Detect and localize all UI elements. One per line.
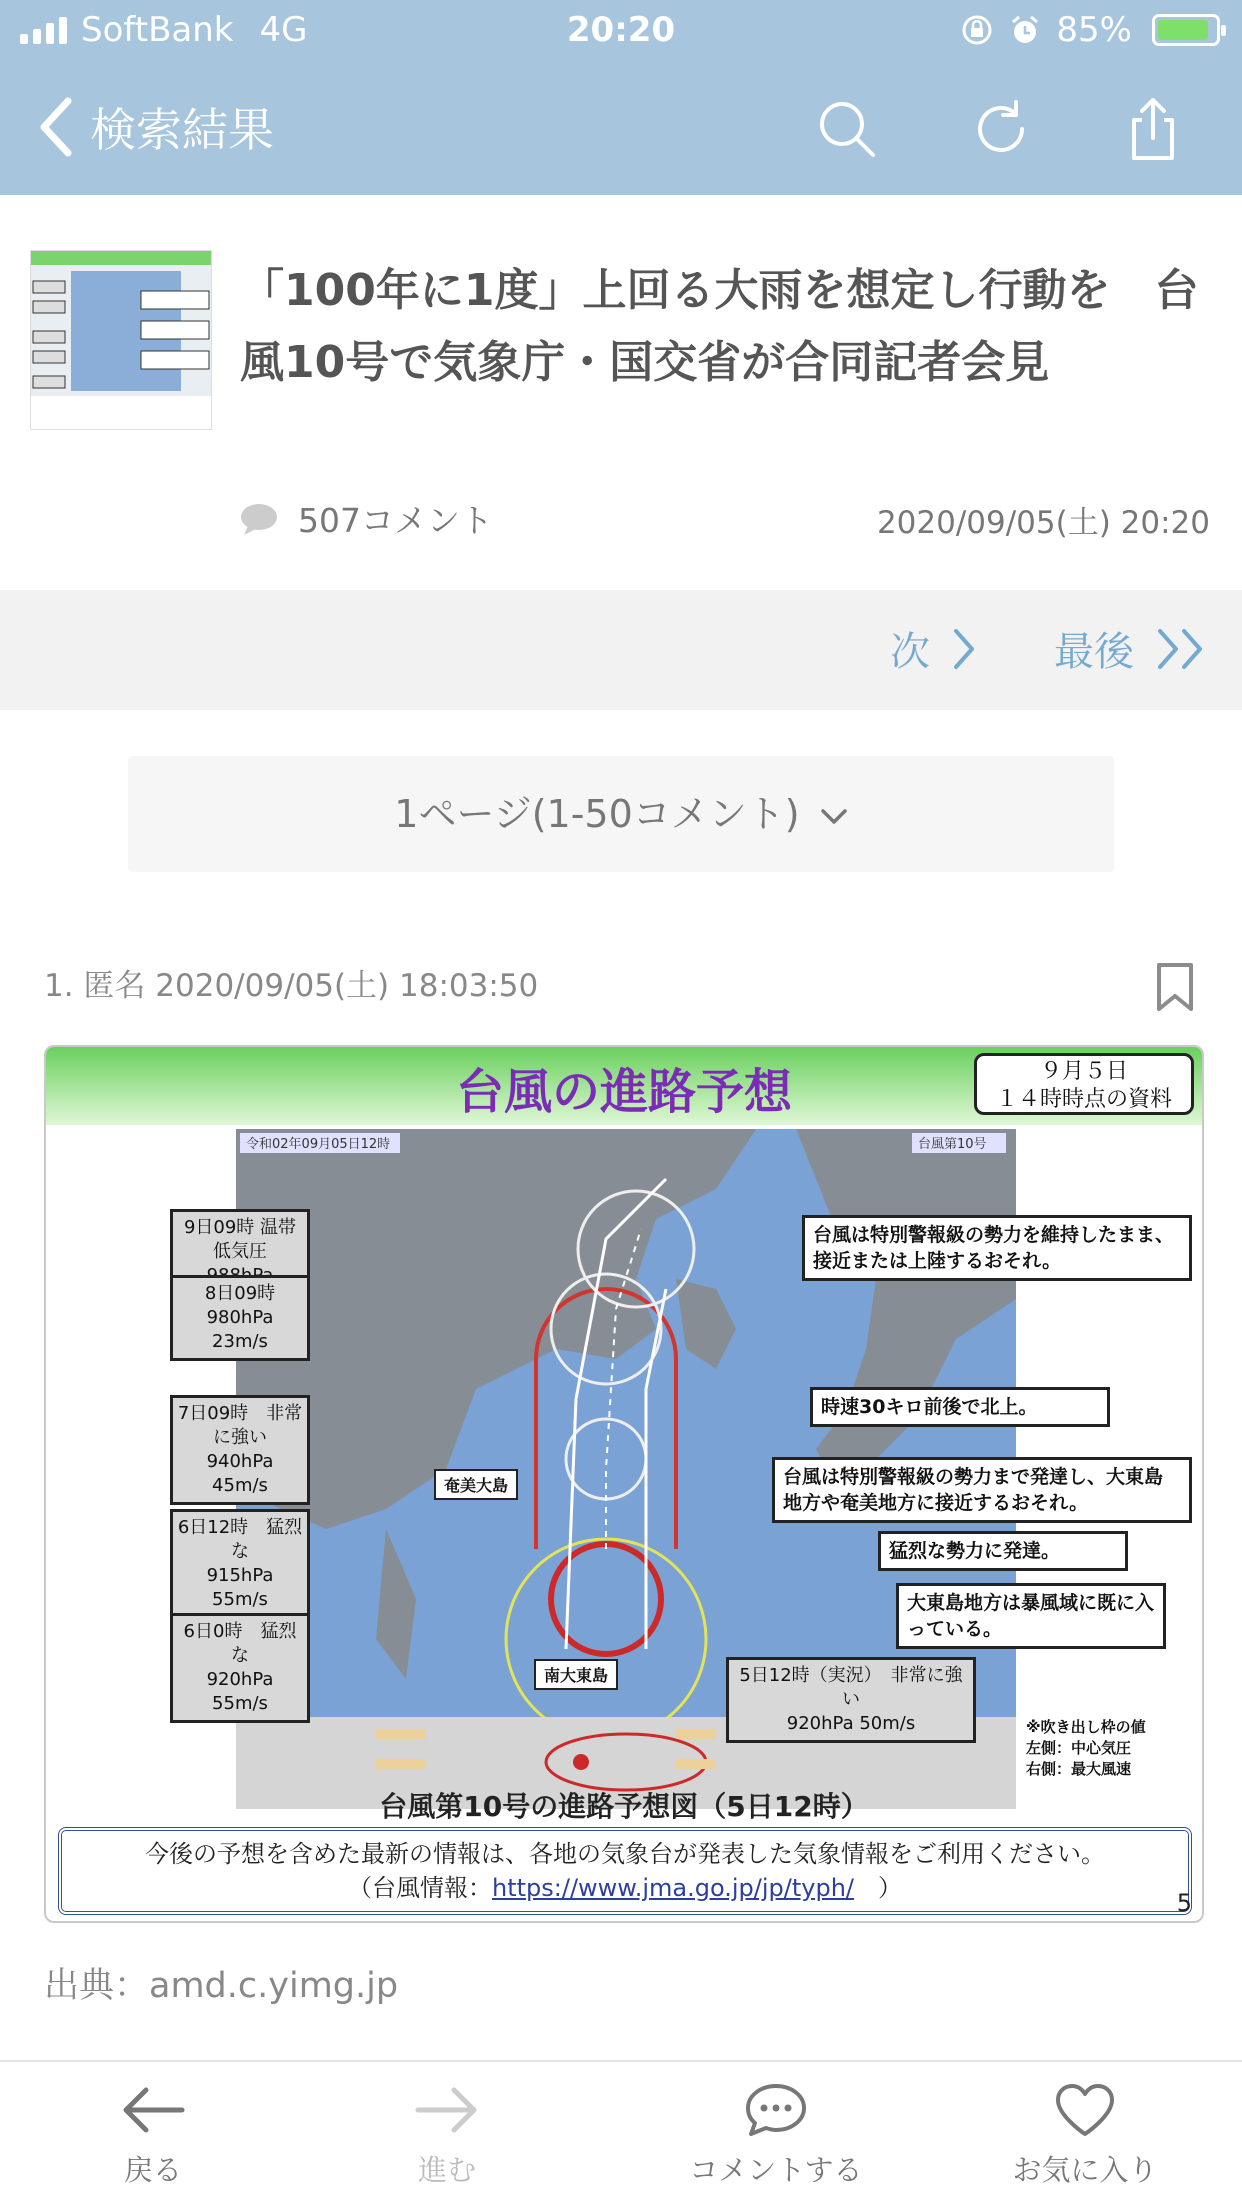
article-thumbnail[interactable] <box>30 250 212 430</box>
write-comment-button[interactable] <box>676 2080 876 2189</box>
info-note-text: 今後の予想を含めた最新の情報は、各地の気象台が発表した気象情報をご利用ください。 <box>145 1840 1105 1868</box>
callout-line: 915hPa 55m/s <box>206 1565 274 1610</box>
navigation-bar <box>0 62 1242 195</box>
comment-meta: 1. 匿名 2020/09/05(土) 18:03:50 <box>44 968 539 1004</box>
map-label-right: 台風第10号 <box>918 1137 987 1152</box>
legend-note-line: ※吹き出し枠の値 <box>1026 1718 1146 1736</box>
last-page-button[interactable] <box>1054 620 1208 677</box>
back-label: 検索結果 <box>90 103 274 157</box>
callout-line: 6日0時 猛烈な <box>183 1621 297 1666</box>
callout-line: 9日09時 温帯低気圧 <box>183 1217 297 1262</box>
back-button[interactable] <box>53 2080 253 2189</box>
search-icon[interactable] <box>812 94 882 164</box>
callout-line: 8日09時 <box>204 1283 276 1304</box>
back-to-search-button[interactable] <box>36 92 274 162</box>
callout-line: 7日09時 非常に強い <box>177 1403 303 1448</box>
speech-bubble-icon <box>240 502 278 536</box>
status-bar <box>0 0 1242 62</box>
clock: 20:20 <box>566 10 676 50</box>
write-comment-label: コメントする <box>689 2153 863 2187</box>
next-label: 次 <box>890 629 930 675</box>
forward-button-label: 進む <box>417 2153 476 2187</box>
share-icon[interactable] <box>1118 94 1188 164</box>
jma-typhoon-link[interactable]: https://www.jma.go.jp/jp/typh/ <box>492 1874 854 1902</box>
figure-info-note <box>58 1827 1192 1915</box>
favorite-label: お気に入り <box>1012 2153 1158 2187</box>
callout-line: 920hPa 50m/s <box>786 1713 916 1734</box>
favorite-button[interactable] <box>985 2080 1185 2189</box>
callout-line: 980hPa 23m/s <box>206 1307 274 1352</box>
chevron-down-icon <box>820 807 848 827</box>
info-note-suffix: ） <box>853 1874 902 1902</box>
bookmark-icon[interactable] <box>1155 962 1195 1012</box>
forecast-callout-6th-0h <box>170 1613 310 1723</box>
typhoon-forecast-image[interactable] <box>44 1045 1204 1923</box>
forward-button[interactable] <box>347 2080 547 2189</box>
comment-count-label: 507コメント <box>298 501 493 540</box>
battery-percent: 85% <box>1056 10 1132 50</box>
figure-title: 台風の進路予想 <box>455 1064 792 1120</box>
battery-icon <box>1152 14 1220 46</box>
figure-caption: 台風第10号の進路予想図（5日12時） <box>379 1790 869 1823</box>
pager-bar <box>0 590 1242 710</box>
network-type: 4G <box>259 10 308 50</box>
article-header <box>0 195 1242 590</box>
carrier-name: SoftBank <box>81 10 234 50</box>
figure-date-stamp <box>974 1053 1194 1115</box>
info-note-link-line <box>62 1871 1188 1905</box>
last-label: 最後 <box>1054 629 1134 675</box>
alarm-icon <box>1008 13 1042 47</box>
place-label-amami: 奄美大島 <box>434 1469 518 1500</box>
page-range-label: 1ページ(1-50コメント) <box>394 792 800 836</box>
article-headline[interactable]: 「100年に1度」上回る大雨を想定し行動を 台風10号で気象庁・国交省が合同記者会見 <box>240 265 1199 388</box>
arrow-left-icon <box>118 2080 188 2140</box>
place-label-minamidaito: 南大東島 <box>534 1659 618 1690</box>
page-range-select[interactable] <box>128 756 1114 872</box>
info-note-prefix: （台風情報： <box>348 1874 493 1902</box>
callout-line: 920hPa 55m/s <box>206 1669 274 1714</box>
forecast-note-daito: 大東島地方は暴風域に既に入っている。 <box>896 1583 1166 1649</box>
back-button-label: 戻る <box>123 2153 182 2187</box>
rotation-lock-icon <box>960 13 994 47</box>
forecast-note-special-warning: 台風は特別警報級の勢力を維持したまま、接近または上陸するおそれ。 <box>802 1215 1192 1281</box>
callout-line: 5日12時（実況） 非常に強い <box>739 1665 963 1710</box>
current-position-callout <box>726 1657 976 1743</box>
image-source: 出典：amd.c.yimg.jp <box>44 1966 399 2006</box>
forecast-note-speed: 時速30キロ前後で北上。 <box>810 1387 1110 1427</box>
forecast-callout-6th-12h <box>170 1509 310 1619</box>
callout-legend-note <box>1026 1717 1146 1780</box>
chevron-left-icon <box>36 95 76 159</box>
chevron-right-icon <box>952 627 976 671</box>
comment-count <box>240 495 493 542</box>
forecast-note-approach: 台風は特別警報級の勢力まで発達し、大東島地方や奄美地方に接近するおそれ。 <box>772 1457 1192 1523</box>
callout-line: 940hPa 45m/s <box>206 1451 274 1496</box>
forecast-callout-7th <box>170 1395 310 1505</box>
figure-page-number: 5 <box>1176 1889 1192 1917</box>
bottom-toolbar <box>0 2060 1242 2208</box>
top-bar <box>0 0 1242 195</box>
article-date: 2020/09/05(土) 20:20 <box>876 505 1210 541</box>
forecast-callout-8th <box>170 1275 310 1361</box>
forecast-note-intensify: 猛烈な勢力に発達。 <box>878 1531 1128 1571</box>
arrow-right-icon <box>412 2080 482 2140</box>
heart-icon <box>1050 2080 1120 2140</box>
reload-icon[interactable] <box>966 94 1036 164</box>
double-chevron-right-icon <box>1156 627 1208 671</box>
stamp-time: １４時時点の資料 <box>995 1087 1172 1112</box>
callout-line: 6日12時 猛烈な <box>177 1517 303 1562</box>
map-label-left: 令和02年09月05日12時 <box>246 1137 391 1152</box>
stamp-date: ９月５日 <box>1039 1059 1128 1084</box>
comment-bubble-icon <box>741 2080 811 2140</box>
legend-note-line: 左側：中心気圧 <box>1026 1739 1132 1757</box>
next-page-button[interactable] <box>890 620 976 677</box>
legend-note-line: 右側：最大風速 <box>1026 1760 1132 1778</box>
